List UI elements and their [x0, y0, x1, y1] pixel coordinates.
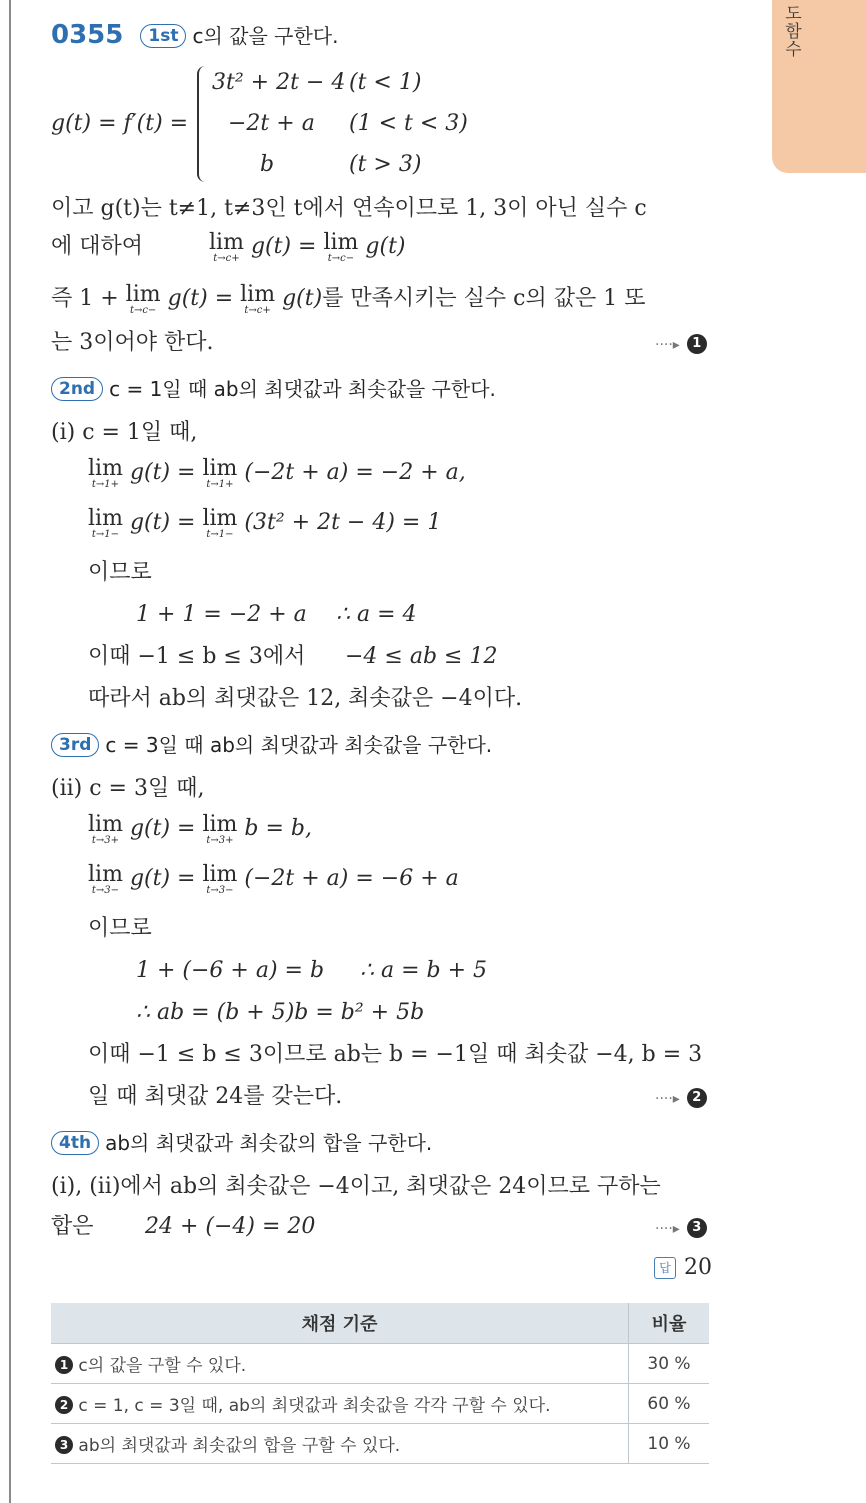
limit-c-plus: lim t→c+ [209, 230, 244, 264]
continuity-text-line1: 이고 g(t)는 t≠1, t≠3인 t에서 연속이므로 1, 3이 아닌 실수 c [51, 196, 647, 221]
case-i-therefore: 이므로 [88, 560, 152, 585]
step-3-badge: 3rd [51, 733, 99, 757]
rubric-header-row [51, 1303, 709, 1344]
rubric-header-ratio: 비율 [629, 1303, 710, 1344]
chapter-side-tab-label: 도함수 [781, 4, 801, 58]
page-left-rule [9, 0, 11, 1503]
case-ii-equation-1: lim t→3+ g(t) = lim t→3+ b = b, [88, 812, 312, 846]
final-sum-label: 합은 [51, 1214, 94, 1239]
case-ii-header: (ⅱ) c = 3일 때, [51, 776, 205, 801]
answer [654, 1253, 712, 1283]
piecewise-lhs: g(t) = f′(t) = [51, 111, 189, 136]
case-i-range: 이때 −1 ≤ b ≤ 3에서 [88, 644, 306, 669]
circled-number-1: 1 [687, 334, 707, 354]
case-i-result-a: ∴ a = 4 [336, 602, 417, 627]
rubric-ratio: 60 % [629, 1384, 710, 1424]
rubric-row [51, 1344, 709, 1384]
step-4-title: ab의 최댓값과 최솟값의 합을 구한다. [105, 1131, 433, 1155]
answer-value: 20 [684, 1255, 712, 1280]
case-1-condition: (t < 1) [349, 70, 422, 95]
case-3-expr: b [260, 152, 275, 177]
circled-number-2: 2 [687, 1088, 707, 1108]
case-ii-equation-2: lim t→3− g(t) = lim t→3− (−2t + a) = −6 + a [88, 862, 459, 896]
piecewise-brace [197, 66, 209, 182]
step-3-title: c = 3일 때 ab의 최댓값과 최솟값을 구한다. [105, 733, 493, 757]
case-ii-range-line2: 일 때 최댓값 24를 갖는다. [88, 1084, 343, 1109]
limit-c-minus: lim t→c− [125, 282, 161, 316]
case-ii-range-line1: 이때 −1 ≤ b ≤ 3이므로 ab는 b = −1일 때 최솟값 −4, b = 3 [88, 1042, 703, 1067]
limit-c-minus: lim t→c− [323, 230, 359, 264]
condition-text-line1: 즉 1 + lim t→c− g(t) = lim t→c+ g(t)를 만족시키는 실수 c의 값은 1 또 [51, 282, 646, 316]
case-2-condition: (1 < t < 3) [349, 111, 468, 136]
step-4-badge: 4th [51, 1131, 99, 1155]
rubric-row [51, 1424, 709, 1464]
circled-number-2: 2 [55, 1396, 73, 1414]
step-2-badge: 2nd [51, 377, 103, 401]
case-i-conclusion: 따라서 ab의 최댓값은 12, 최솟값은 −4이다. [88, 686, 523, 711]
rubric-ratio: 30 % [629, 1344, 710, 1384]
rubric-criterion: c = 1, c = 3일 때, ab의 최댓값과 최솟값을 각각 구할 수 있다. [78, 1396, 551, 1416]
marker-3: ····▸ 3 [655, 1212, 707, 1244]
answer-icon: 답 [654, 1257, 676, 1279]
scoring-rubric-table [51, 1303, 709, 1464]
circled-number-3: 3 [687, 1218, 707, 1238]
case-2-expr: −2t + a [228, 111, 315, 136]
case-ii-result-a: ∴ a = b + 5 [360, 958, 488, 983]
problem-header [51, 20, 338, 52]
step-2-title: c = 1일 때 ab의 최댓값과 최솟값을 구한다. [109, 377, 496, 401]
problem-number: 0355 [51, 20, 124, 50]
case-ii-therefore: 이므로 [88, 916, 152, 941]
case-i-equation-3: 1 + 1 = −2 + a [136, 602, 307, 627]
rubric-header-criteria: 채점 기준 [51, 1303, 629, 1344]
final-line1: (ⅰ), (ⅱ)에서 ab의 최솟값은 −4이고, 최댓값은 24이므로 구하는 [51, 1174, 661, 1199]
case-i-range-result: −4 ≤ ab ≤ 12 [345, 644, 498, 669]
case-ii-equation-4: ∴ ab = (b + 5)b = b² + 5b [136, 1000, 425, 1025]
continuity-text-line2: 에 대하여 lim t→c+ g(t) = lim t→c− g(t) [51, 230, 406, 264]
case-i-header: (ⅰ) c = 1일 때, [51, 420, 198, 445]
step-1-title: c의 값을 구한다. [192, 24, 339, 48]
rubric-ratio: 10 % [629, 1424, 710, 1464]
step-3-header [51, 730, 492, 761]
rubric-row [51, 1384, 709, 1424]
rubric-criterion: c의 값을 구할 수 있다. [78, 1356, 247, 1376]
step-2-header [51, 374, 496, 405]
marker-1: ····▸ 1 [655, 328, 707, 360]
case-1-expr: 3t² + 2t − 4 [212, 70, 346, 95]
marker-2: ····▸ 2 [655, 1082, 707, 1114]
final-sum-expression: 24 + (−4) = 20 [145, 1214, 316, 1239]
case-i-equation-1: lim t→1+ g(t) = lim t→1+ (−2t + a) = −2 + a, [88, 456, 466, 490]
limit-c-plus: lim t→c+ [240, 282, 276, 316]
rubric-criterion: ab의 최댓값과 최솟값의 합을 구할 수 있다. [78, 1436, 401, 1456]
case-3-condition: (t > 3) [349, 152, 422, 177]
circled-number-1: 1 [55, 1356, 73, 1374]
step-4-header [51, 1128, 432, 1159]
circled-number-3: 3 [55, 1436, 73, 1454]
condition-text-line2: 는 3이어야 한다. [51, 330, 214, 355]
continuity-prefix: 에 대하여 [51, 234, 144, 259]
step-1-badge: 1st [140, 24, 186, 48]
case-ii-equation-3: 1 + (−6 + a) = b [136, 958, 325, 983]
case-i-equation-2: lim t→1− g(t) = lim t→1− (3t² + 2t − 4) = 1 [88, 506, 442, 540]
